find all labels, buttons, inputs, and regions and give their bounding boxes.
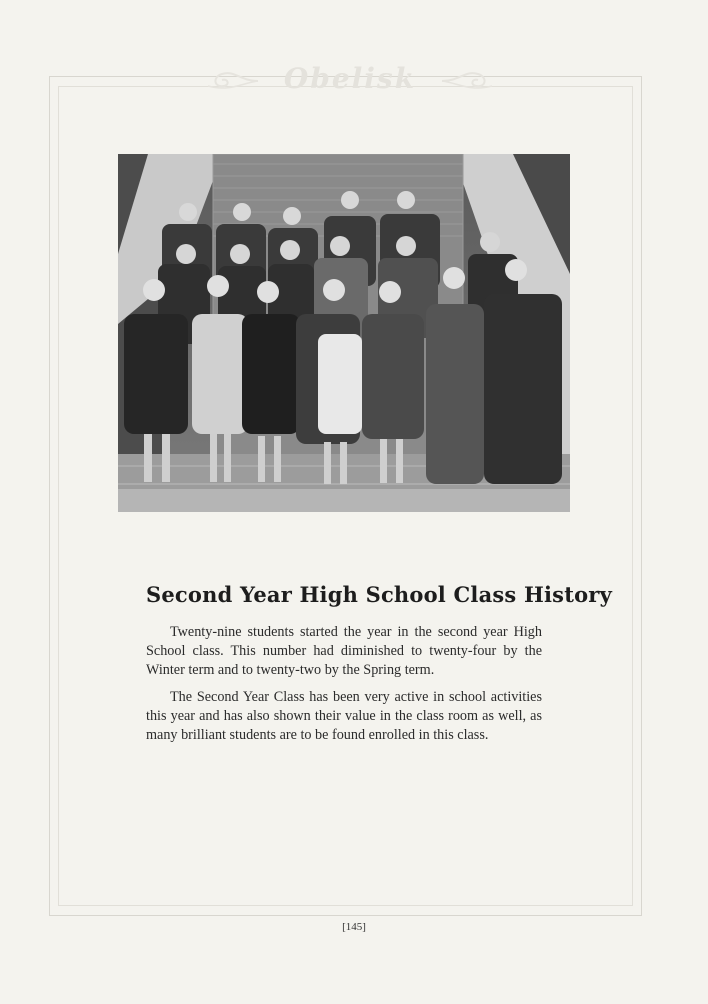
- running-header: [200, 60, 500, 100]
- paragraph-1: Twenty-nine students started the year in the second year High School class. This number had diminished to twenty-four by the Winter term and to twenty-two by the Spring term.: [146, 624, 542, 678]
- class-photo-image: [118, 154, 570, 512]
- right-scroll-ornament: [440, 66, 500, 96]
- article-title: Second Year High School Class History: [146, 582, 612, 607]
- header-title: Obelisk: [283, 62, 417, 95]
- article-body: [146, 623, 542, 753]
- page-number: [145]: [342, 921, 366, 933]
- paragraph-2: The Second Year Class has been very active in school activities this year and has also shown their value in the class room as well, as many brilliant students are to be found enrolled in this class.: [146, 689, 542, 743]
- class-photo: [118, 154, 570, 512]
